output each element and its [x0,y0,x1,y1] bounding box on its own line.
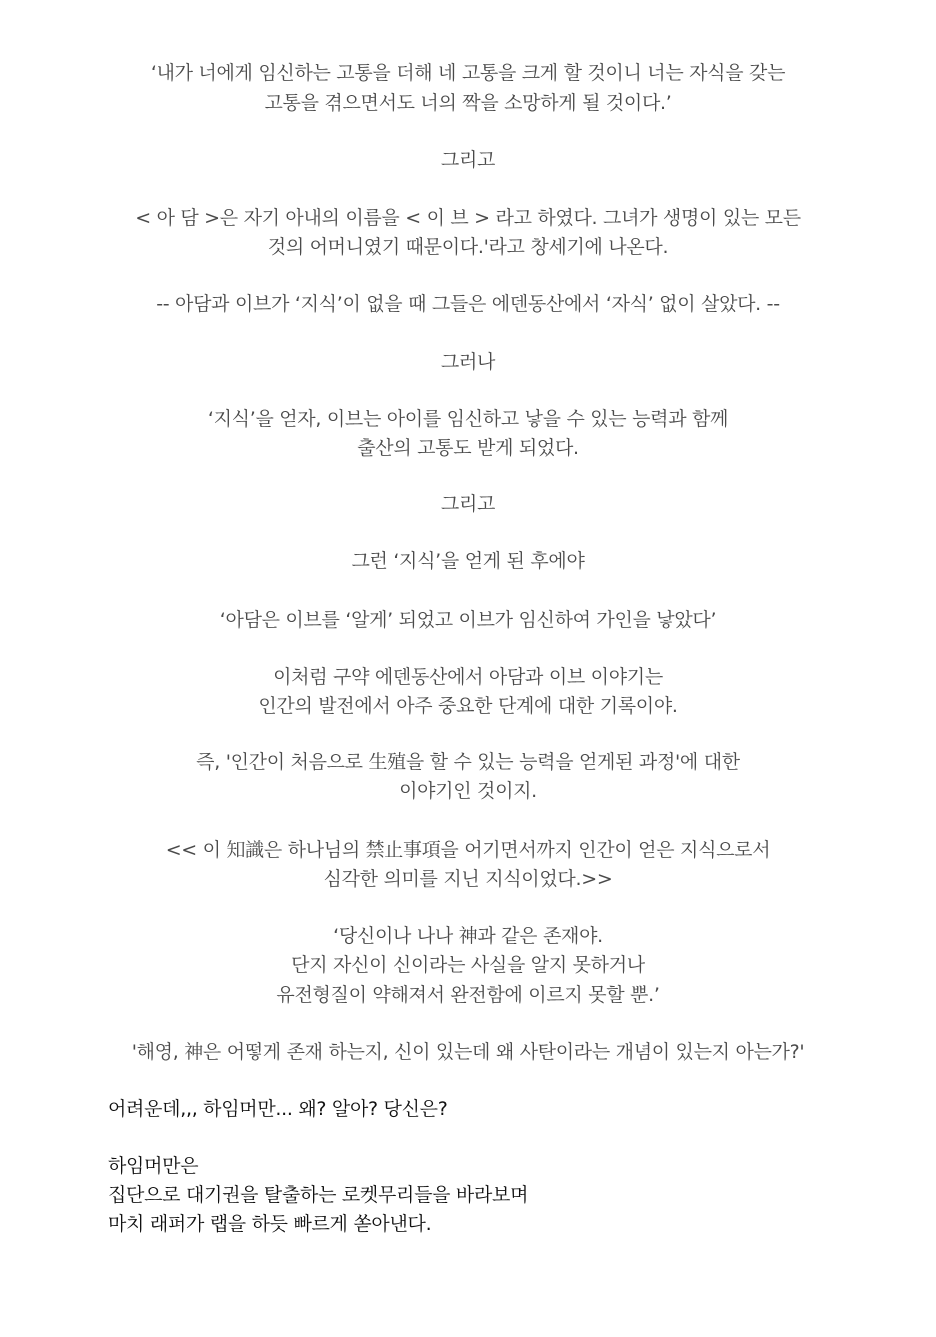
text-line: << 이 知識은 하나님의 禁止事項을 어기면서까지 인간이 얻은 지식으로서 [165,839,771,861]
text-line: < 아 담 >은 자기 아내의 이름을 < 이 브 > 라고 하였다. 그녀가 생명이 있는 모든 [135,207,801,229]
text-line: 이야기인 것이지. [399,780,537,802]
text-line: 즉, '인간이 처음으로 生殖을 할 수 있는 능력을 얻게된 과정'에 대한 [196,751,740,773]
text-line: 마치 래퍼가 랩을 하듯 빠르게 쏟아낸다. [108,1213,432,1235]
text-line: ‘지식’을 얻자, 이브는 아이를 임신하고 낳을 수 있는 능력과 함께 [207,408,729,430]
text-line: 집단으로 대기권을 탈출하는 로켓무리들을 바라보며 [108,1184,529,1206]
text-line: 유전형질이 약해져서 완전함에 이르지 못할 뿐.’ [276,984,660,1006]
text-line: 단지 자신이 신이라는 사실을 알지 못하거나 [291,954,645,976]
text-line: ‘내가 너에게 임신하는 고통을 더해 네 고통을 크게 할 것이니 너는 자식을 갖는 [150,62,786,84]
text-line: 그런 ‘지식’을 얻게 된 후에야 [351,550,585,572]
text-line: ‘아담은 이브를 ‘알게’ 되었고 이브가 임신하여 가인을 낳았다’ [219,609,717,631]
text-line: 이처럼 구약 에덴동산에서 아담과 이브 이야기는 [273,666,663,688]
text-line: 그리고 [440,149,496,171]
text-line: 것의 어머니였기 때문이다.'라고 창세기에 나온다. [267,236,669,258]
text-line: 고통을 겪으면서도 너의 짝을 소망하게 될 것이다.’ [264,92,672,114]
text-line: 어려운데,,, 하임머만... 왜? 알아? 당신은? [108,1098,448,1120]
text-line: 인간의 발전에서 아주 중요한 단계에 대한 기록이야. [258,695,678,717]
text-line: 그러나 [440,351,496,373]
text-line: 그리고 [440,493,496,515]
text-line: -- 아담과 이브가 ‘지식’이 없을 때 그들은 에덴동산에서 ‘자식’ 없이 살았다. -- [156,293,780,315]
text-line: 출산의 고통도 받게 되었다. [357,437,579,459]
text-line: ‘당신이나 나나 神과 같은 존재야. [333,925,603,947]
text-line: '해영, 神은 어떻게 존재 하는지, 신이 있는데 왜 사탄이라는 개념이 있는지 아는가?' [131,1041,805,1063]
text-line: 심각한 의미를 지닌 지식이었다.>> [323,868,613,890]
text-line: 하임머만은 [108,1155,199,1177]
